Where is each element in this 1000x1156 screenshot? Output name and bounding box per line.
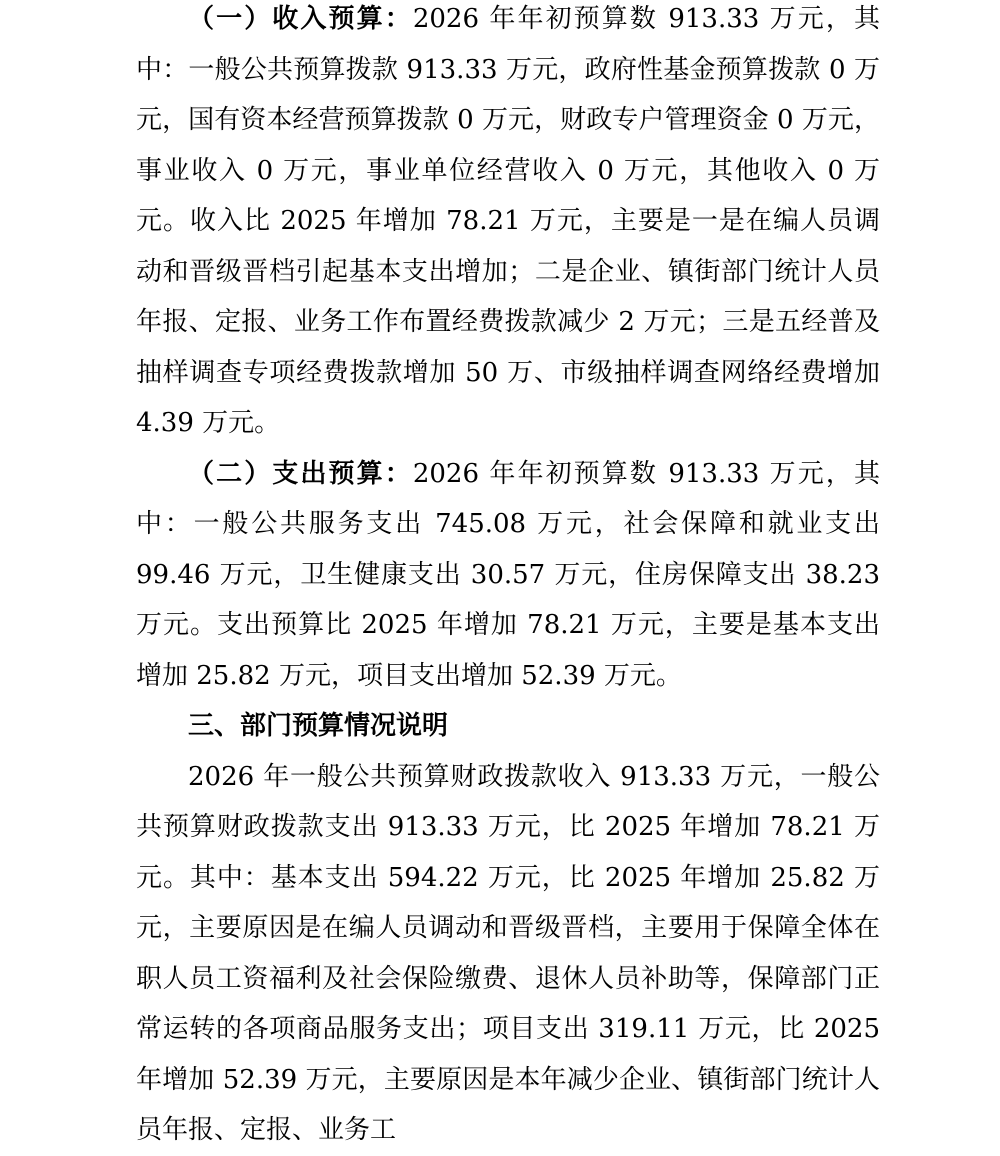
expense-budget-label: （二）支出预算： (188, 458, 413, 489)
expense-budget-text: 2026 年年初预算数 913.33 万元，其中：一般公共服务支出 745.08 万元，社会保障和就业支出 99.46 万元，卫生健康支出 30.57 万元，住房保障支出 38.23 万元。支出预算比 2025 年增加 78.21 万元，主要是基本支出增加 25.82 万元，项目支出增加 52.39 万元。 (136, 458, 880, 691)
expense-budget-paragraph (136, 449, 880, 702)
section-heading: 三、部门预算情况说明 (188, 711, 449, 741)
dept-budget-paragraph: 2026 年一般公共预算财政拨款收入 913.33 万元，一般公共预算财政拨款支出 913.33 万元，比 2025 年增加 78.21 万元。其中：基本支出 594.22 万元，比 2025 年增加 25.82 万元，主要原因是在编人员调动和晋级晋档，主要用于保障全体在职人员工资福利及社会保险缴费、退休人员补助等，保障部门正常运转的各项商品服务支出；项目支出 319.11 万元，比 2025 年增加 52.39 万元，主要原因是本年减少企业、镇街部门统计人员年报、定报、业务工 (136, 761, 880, 1145)
income-budget-paragraph (136, 0, 880, 449)
document-page (136, 0, 880, 1156)
income-budget-label: （一）收入预算： (188, 4, 413, 34)
income-budget-text: 2026 年年初预算数 913.33 万元，其中：一般公共预算拨款 913.33 万元，政府性基金预算拨款 0 万元，国有资本经营预算拨款 0 万元，财政专户管理资金 0 万元，事业收入 0 万元，事业单位经营收入 0 万元，其他收入 0 万元。收入比 2025 年增加 78.21 万元，主要是一是在编人员调动和晋级晋档引起基本支出增加；二是企业、镇街部门统计人员年报、定报、业务工作布置经费拨款减少 2 万元；三是五经普及抽样调查专项经费拨款增加 50 万、市级抽样调查网络经费增加 4.39 万元。 (136, 4, 880, 438)
